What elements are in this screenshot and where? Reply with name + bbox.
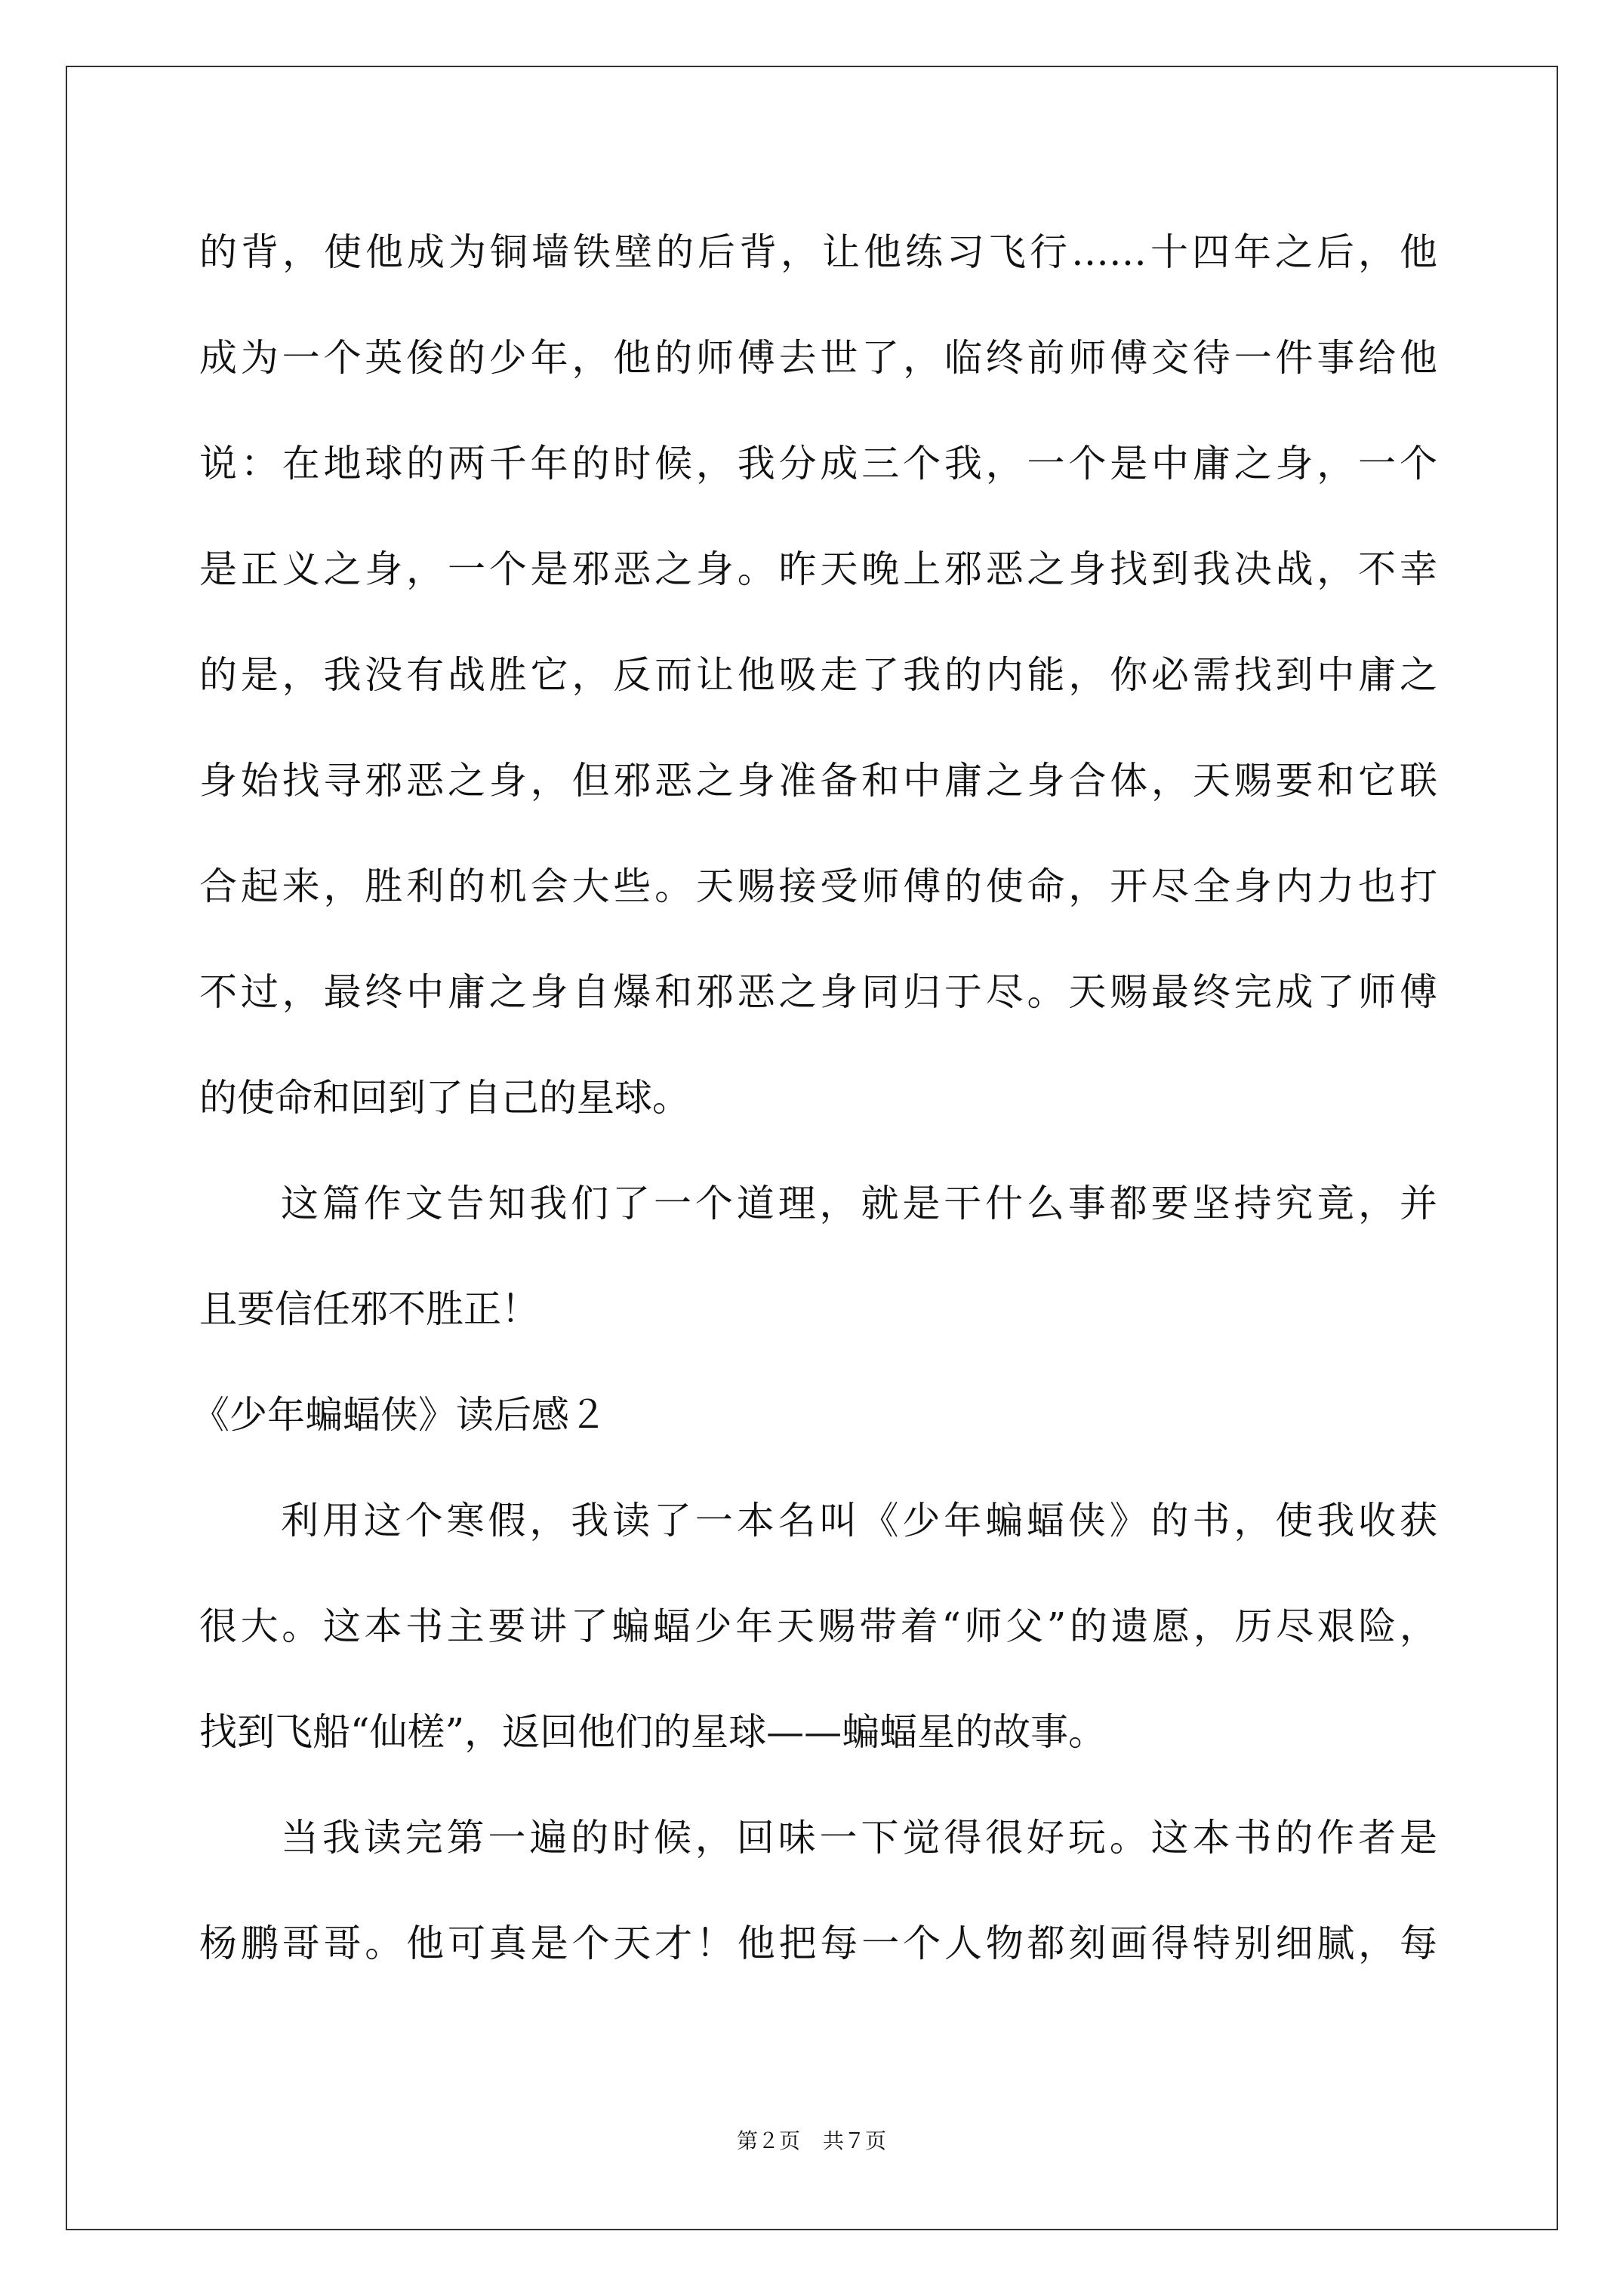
paragraph-3 <box>199 1483 1437 1800</box>
text-line: 找到飞船“仙槎”，返回他们的星球——蝙蝠星的故事。 <box>199 1710 1107 1754</box>
text-line: 身始找寻邪恶之身，但邪恶之身准备和中庸之身合体，天赐要和它联 <box>199 759 1437 803</box>
text-line: 的是，我没有战胜它，反而让他吸走了我的内能，你必需找到中庸之 <box>199 653 1437 697</box>
text-line: 合起来，胜利的机会大些。天赐接受师傅的使命，开尽全身内力也打 <box>199 864 1437 908</box>
text-line: 利用这个寒假，我读了一本名叫《少年蝙蝠侠》的书，使我收获 <box>281 1499 1437 1542</box>
paragraph-2 <box>199 1166 1437 1377</box>
text-line: 不过，最终中庸之身自爆和邪恶之身同归于尽。天赐最终完成了师傅 <box>199 970 1437 1014</box>
document-body <box>192 214 1437 2011</box>
text-line: 说：在地球的两千年的时候，我分成三个我，一个是中庸之身，一个 <box>199 442 1437 485</box>
section-heading: 《少年蝙蝠侠》读后感２ <box>192 1393 607 1437</box>
text-line: 杨鹏哥哥。他可真是个天才！他把每一个人物都刻画得特别细腻，每 <box>199 1922 1437 1965</box>
text-line: 当我读完第一遍的时候，回味一下觉得很好玩。这本书的作者是 <box>281 1816 1437 1860</box>
text-line: 成为一个英俊的少年，他的师傅去世了，临终前师傅交待一件事给他 <box>199 336 1437 380</box>
paragraph-4 <box>199 1800 1437 2011</box>
text-line: 很大。这本书主要讲了蝙蝠少年天赐带着“师父”的遗愿，历尽艰险， <box>199 1604 1437 1648</box>
page-number: 第２页 <box>736 2128 800 2153</box>
text-line: 这篇作文告知我们了一个道理，就是干什么事都要坚持究竟，并 <box>281 1182 1437 1225</box>
page-footer <box>0 2126 1623 2156</box>
text-line: 是正义之身，一个是邪恶之身。昨天晚上邪恶之身找到我决战，不幸 <box>199 547 1437 591</box>
paragraph-1 <box>199 214 1437 1166</box>
page-total: 共７页 <box>823 2128 887 2153</box>
text-line: 且要信任邪不胜正！ <box>199 1287 539 1331</box>
text-line: 的背，使他成为铜墙铁壁的后背，让他练习飞行……十四年之后，他 <box>199 230 1437 274</box>
text-line: 的使命和回到了自己的星球。 <box>199 1076 690 1120</box>
